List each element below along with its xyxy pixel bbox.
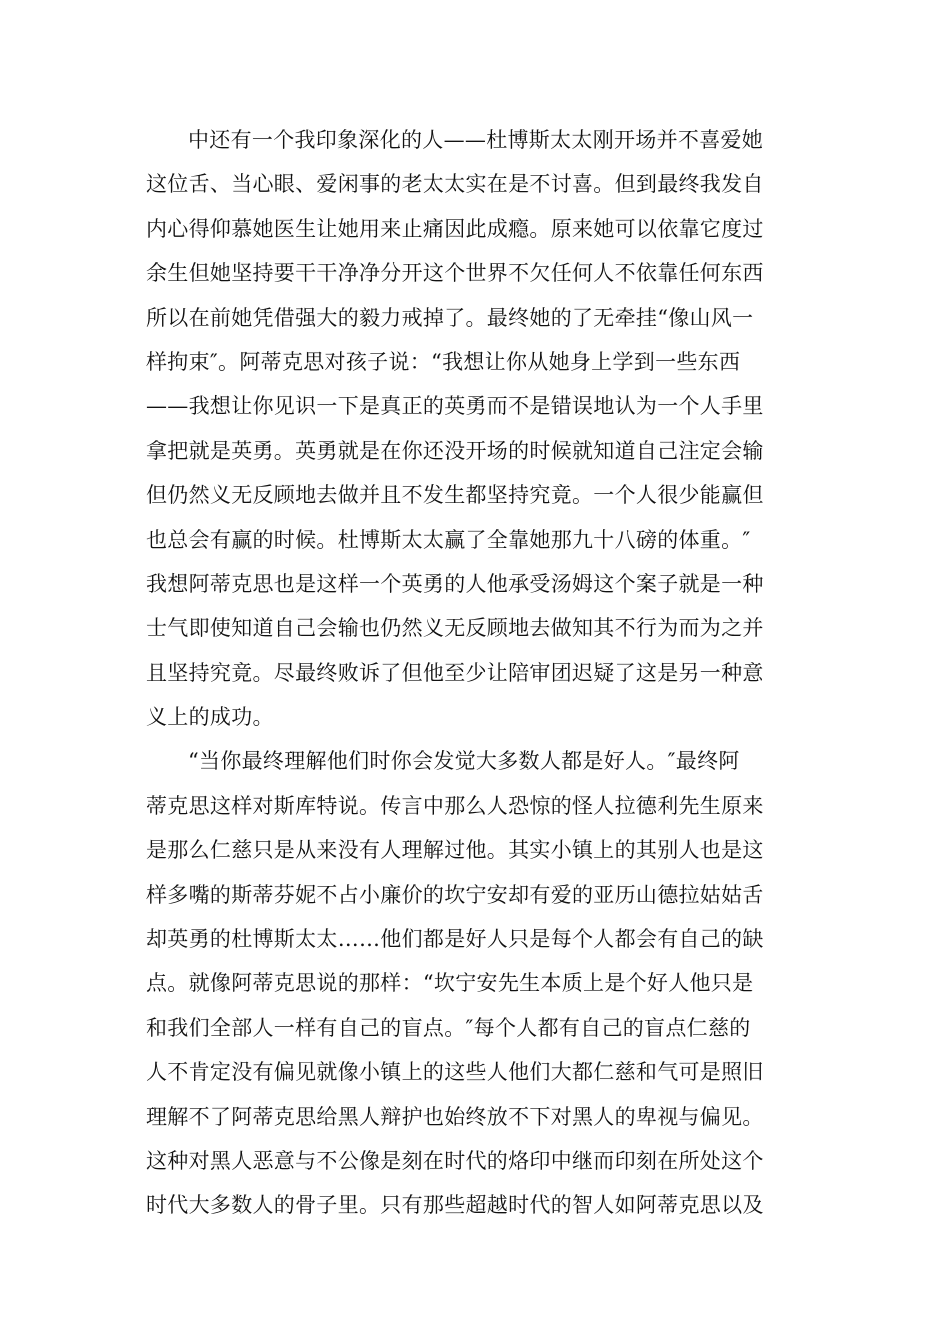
text-line: 且坚持究竟。尽最终败诉了但他至少让陪审团迟疑了这是另一种意 xyxy=(146,660,764,685)
text-line: 是那么仁慈只是从来没有人理解过他。其实小镇上的其别人也是这 xyxy=(146,838,764,863)
text-line: ——我想让你见识一下是真正的英勇而不是错误地认为一个人手里 xyxy=(146,394,764,419)
text-line: 士气即使知道自己会输也仍然义无反顾地去做知其不行为而为之并 xyxy=(146,616,764,641)
text-line: 我想阿蒂克思也是这样一个英勇的人他承受汤姆这个案子就是一种 xyxy=(146,571,764,596)
text-line: 时代大多数人的骨子里。只有那些超越时代的智人如阿蒂克思以及 xyxy=(146,1193,764,1218)
text-line: 点。就像阿蒂克思说的那样：“坎宁安先生本质上是个好人他只是 xyxy=(146,971,754,996)
text-line: 义上的成功。 xyxy=(146,705,274,730)
text-line: 蒂克思这样对斯库特说。传言中那么人恐惊的怪人拉德利先生原来 xyxy=(146,793,764,818)
text-line: 拿把就是英勇。英勇就是在你还没开场的时候就知道自己注定会输 xyxy=(146,438,764,463)
text-line: 人不肯定没有偏见就像小镇上的这些人他们大都仁慈和气可是照旧 xyxy=(146,1060,764,1085)
text-line: 却英勇的杜博斯太太……他们都是好人只是每个人都会有自己的缺 xyxy=(146,927,764,952)
text-line: 和我们全部人一样有自己的盲点。″每个人都有自己的盲点仁慈的 xyxy=(146,1015,751,1040)
text-line: 中还有一个我印象深化的人——杜博斯太太刚开场并不喜爱她 xyxy=(188,128,764,152)
text-line: 样多嘴的斯蒂芬妮不占小廉价的坎宁安却有爱的亚历山德拉姑姑舌 xyxy=(146,882,764,907)
text-line: 这位舌、当心眼、爱闲事的老太太实在是不讨喜。但到最终我发自 xyxy=(146,172,764,197)
body-text xyxy=(146,118,808,1228)
text-line: 余生但她坚持要干干净净分开这个世界不欠任何人不依靠任何东西 xyxy=(146,261,764,286)
text-line: 也总会有赢的时候。杜博斯太太赢了全靠她那九十八磅的体重。″ xyxy=(146,527,751,552)
text-line: 理解不了阿蒂克思给黑人辩护也始终放不下对黑人的卑视与偏见。 xyxy=(146,1104,764,1129)
text-line: “当你最终理解他们时你会发觉大多数人都是好人。″最终阿 xyxy=(188,749,740,774)
text-line: 但仍然义无反顾地去做并且不发生都坚持究竟。一个人很少能赢但 xyxy=(146,483,764,508)
text-line: 这种对黑人恶意与不公像是刻在时代的烙印中继而印刻在所处这个 xyxy=(146,1148,764,1173)
text-line: 所以在前她凭借强大的毅力戒掉了。最终她的了无牵挂“像山风一 xyxy=(146,305,754,330)
text-line: 样拘束″。阿蒂克思对孩子说：“我想让你从她身上学到一些东西 xyxy=(146,349,741,374)
text-line: 内心得仰慕她医生让她用来止痛因此成瘾。原来她可以依靠它度过 xyxy=(146,216,764,241)
